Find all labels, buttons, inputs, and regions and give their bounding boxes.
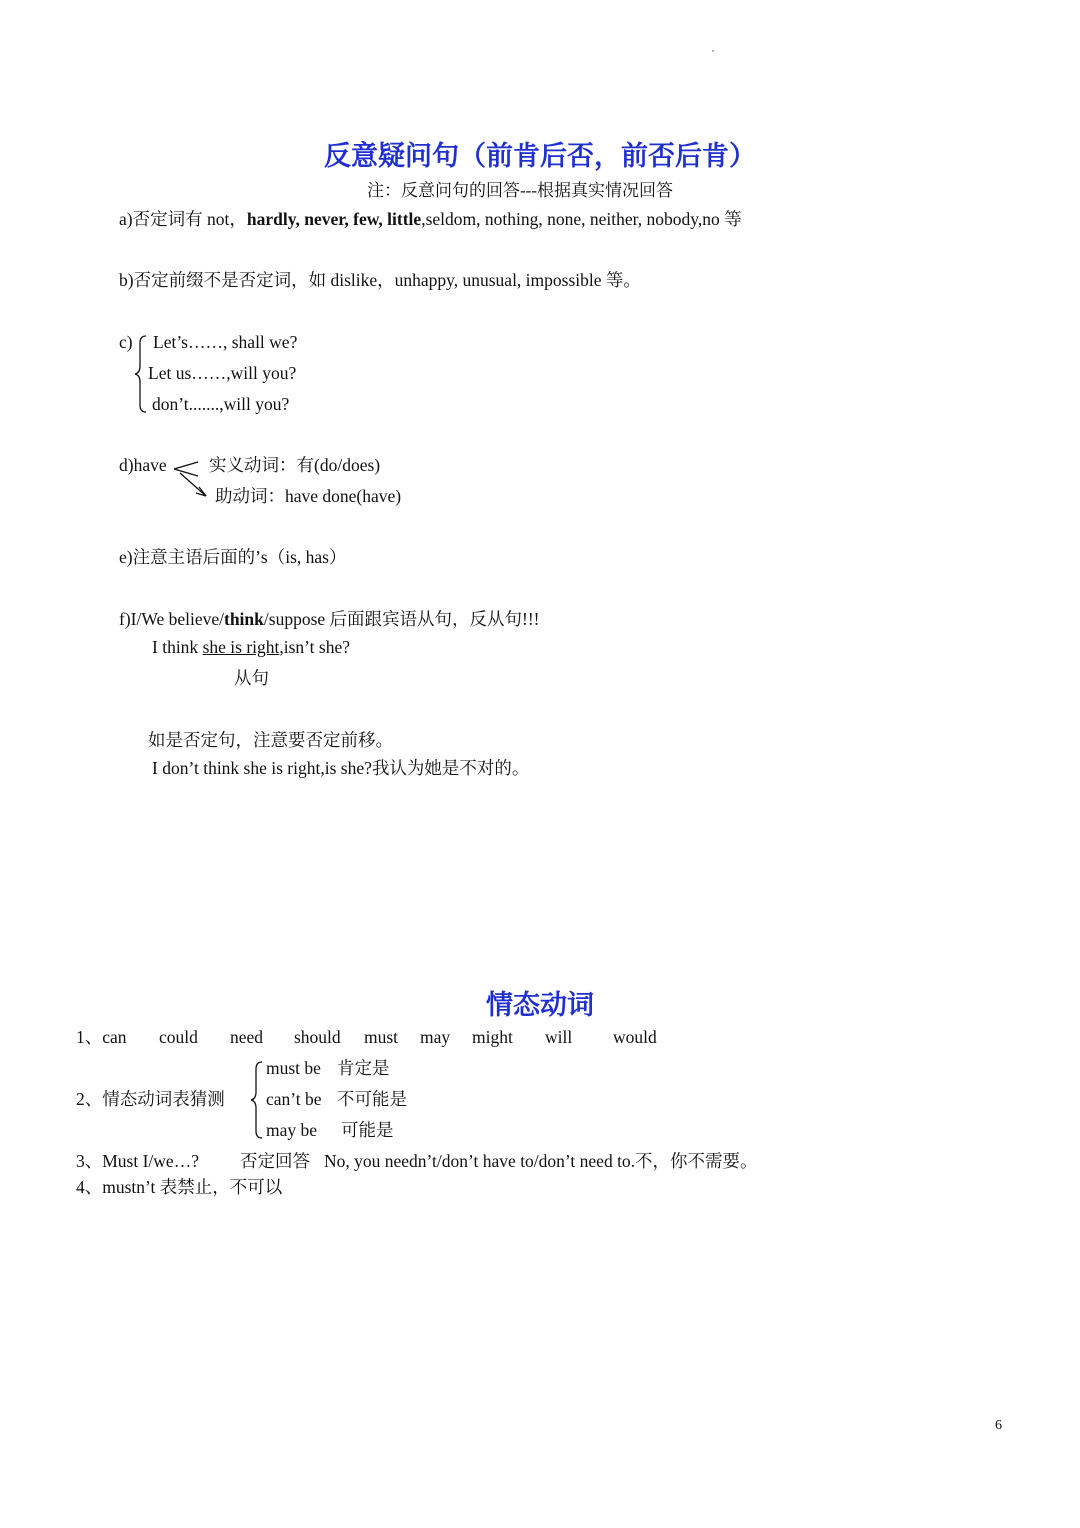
guess-row-1-en: must be (266, 1058, 321, 1078)
modal-item-1-label: 1、can (76, 1027, 127, 1047)
guess-row-2-en: can’t be (266, 1089, 322, 1109)
rule-c-brace (134, 335, 148, 413)
negation-note: 如是否定句，注意要否定前移。 (148, 730, 393, 750)
rule-b: b)否定前缀不是否定词，如 dislike，unhappy, unusual, impossible 等。 (119, 270, 641, 290)
guess-brace (250, 1061, 264, 1139)
modal-word-need: need (230, 1027, 264, 1047)
modal-item-4: 4、mustn’t 表禁止，不可以 (76, 1177, 283, 1197)
rule-c-label: c) (119, 332, 133, 352)
rule-d-line-1: 实义动词：有(do/does) (209, 455, 381, 475)
rule-f-bold: think (224, 609, 264, 629)
modal-item-2-label: 2、情态动词表猜测 (76, 1089, 225, 1109)
rule-f-rest: /suppose 后面跟宾语从句，反从句!!! (263, 609, 540, 629)
rule-f-example (152, 636, 350, 658)
rule-d-label: d)have (119, 455, 167, 475)
section1-title: 反意疑问句（前肯后否，前否后肯） (324, 141, 756, 172)
rule-d-line-2: 助动词：have done(have) (215, 486, 402, 506)
rule-c-line-1: Let’s……, shall we? (153, 332, 298, 352)
rule-c-line-2: Let us……,will you? (148, 363, 297, 383)
modal-item-3-text: No, you needn’t/don’t have to/don’t need to.不，你不需要。 (324, 1151, 758, 1171)
guess-row-1-zh: 肯定是 (337, 1058, 390, 1078)
rule-a-rest: ,seldom, nothing, none, neither, nobody,no 等 (421, 209, 742, 229)
page-number: 6 (995, 1418, 1002, 1433)
rule-c-line-3: don’t.......,will you? (152, 394, 290, 414)
modal-word-must: must (364, 1027, 399, 1047)
example-pre: I think (152, 637, 203, 657)
rule-f-prefix: f)I/We believe/ (119, 609, 224, 629)
example-clause: she is right (202, 637, 280, 657)
modal-word-would: would (613, 1027, 657, 1047)
guess-row-3-en: may be (266, 1120, 318, 1140)
modal-item-3-answer: 否定回答 (240, 1151, 310, 1171)
rule-a (119, 208, 742, 230)
rule-e: e)注意主语后面的’s（is, has） (119, 547, 347, 567)
example-post: ,isn’t she? (279, 637, 351, 657)
section1-note: 注：反意问句的回答---根据真实情况回答 (367, 181, 673, 200)
rule-a-bold: hardly, never, few, little (246, 209, 422, 229)
modal-word-will: will (545, 1027, 573, 1047)
guess-row-3-zh: 可能是 (341, 1120, 394, 1140)
rule-d-arrows (170, 456, 210, 501)
section2-title: 情态动词 (486, 990, 594, 1021)
negation-example: I don’t think she is right,is she?我认为她是不对的。 (152, 758, 530, 778)
modal-item-3-label: 3、Must I/we…? (76, 1151, 199, 1171)
rule-f (119, 608, 540, 630)
clause-label: 从句 (234, 668, 269, 688)
guess-row-2-zh: 不可能是 (337, 1089, 407, 1109)
rule-a-prefix: a)否定词有 not， (119, 209, 247, 229)
modal-word-may: may (420, 1027, 451, 1047)
modal-word-could: could (159, 1027, 198, 1047)
speck (712, 50, 714, 52)
modal-word-might: might (472, 1027, 513, 1047)
modal-word-should: should (294, 1027, 341, 1047)
